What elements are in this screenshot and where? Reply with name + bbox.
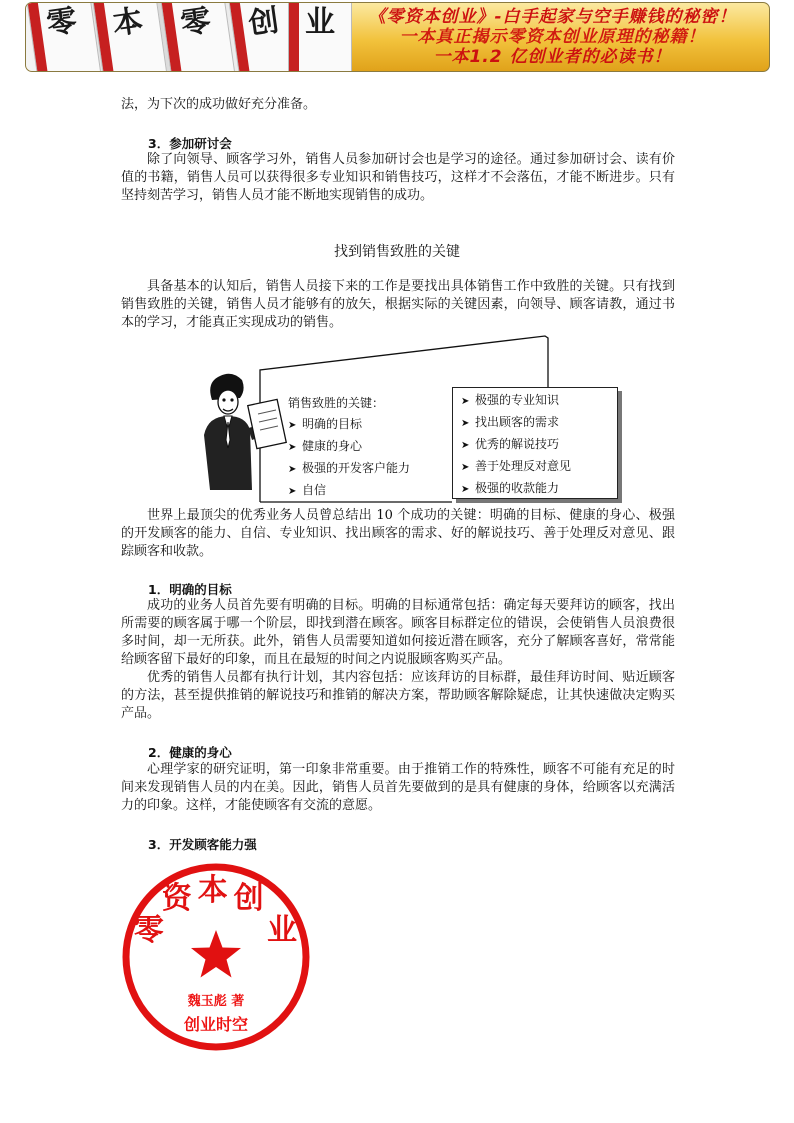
- list-item: ➤ 善于处理反对意见: [461, 456, 617, 478]
- list-item: ➤ 优秀的解说技巧: [461, 434, 617, 456]
- svg-text:零 资 本 创: 零 资 本 创 业: [133, 873, 297, 948]
- heading-seminar: 3．参加研讨会: [148, 136, 232, 151]
- seal-author: 魏玉彪 著: [187, 994, 245, 1009]
- keys-figure: [190, 330, 630, 510]
- arrow-icon: ➤: [461, 462, 470, 473]
- book-cover: 创: [229, 2, 304, 72]
- book-covers-image: [26, 3, 344, 71]
- arrow-icon: ➤: [461, 440, 470, 451]
- arrow-icon: ➤: [461, 484, 470, 495]
- salesman-illustration: [204, 374, 286, 490]
- book-cover: 零: [27, 2, 102, 72]
- author-seal: [118, 862, 314, 1052]
- paragraph-top: 法，为下次的成功做好充分准备。: [121, 97, 317, 112]
- paragraph-health: 心理学家的研究证明，第一印象非常重要。由于推销工作的特殊性，顾客不可能有充足的时间来发现销售人员的内在美。因此，销售人员首先要做到的是具有健康的身体，给顾客以充满活力的印象。这样，才能使顾客有交流的意愿。: [121, 762, 675, 813]
- star-icon: [191, 930, 241, 978]
- arrow-icon: ➤: [288, 420, 297, 431]
- list-item: ➤ 极强的收款能力: [461, 478, 617, 500]
- list-item: ➤ 极强的专业知识: [461, 390, 617, 412]
- banner-line-2: 一本真正揭示零资本创业原理的秘籍！: [399, 27, 706, 47]
- book-cover: 业: [288, 2, 352, 72]
- seal-publisher: 创业时空: [183, 1015, 248, 1034]
- list-item: ➤ 明确的目标: [288, 414, 448, 436]
- paragraph-seminar: 除了向领导、顾客学习外，销售人员参加研讨会也是学习的途径。通过参加研讨会、读有价值的书籍，销售人员可以获得很多专业知识和销售技巧，这样才不会落伍，才能不断进步。只有坚持刻苦学习，销售人员才能不断地实现销售的成功。: [121, 152, 675, 203]
- arrow-icon: ➤: [461, 396, 470, 407]
- right-key-list: [452, 387, 618, 499]
- arrow-icon: ➤: [461, 418, 470, 429]
- header-banner: [25, 2, 770, 72]
- section-title: 找到销售致胜的关键: [334, 244, 460, 260]
- book-cover: 零: [161, 2, 236, 72]
- paragraph-keys: 世界上最顶尖的优秀业务人员曾总结出 10 个成功的关键：明确的目标、健康的身心、极强的开发顾客的能力、自信、专业知识、找出顾客的需求、好的解说技巧、善于处理反对意见、跟踪顾客和收款。: [121, 508, 675, 559]
- heading-develop: 3．开发顾客能力强: [148, 837, 257, 852]
- list-item: ➤ 极强的开发客户能力: [288, 458, 448, 480]
- left-list-title: 销售致胜的关键：: [288, 396, 385, 410]
- banner-slogan: [344, 7, 761, 67]
- list-item: ➤ 健康的身心: [288, 436, 448, 458]
- paragraph-goal-1: 成功的业务人员首先要有明确的目标。明确的目标通常包括：确定每天要拜访的顾客，找出所需要的顾客属于哪一个阶层，即找到潜在顾客。顾客目标群定位的错误，会使销售人员浪费很多时间，却一无所获。此外，销售人员需要知道如何接近潜在顾客，充分了解顾客喜好，常常能给顾客留下最好的印象，而且在最短的时间之内说服顾客购买产品。: [121, 598, 675, 667]
- arrow-icon: ➤: [288, 464, 297, 475]
- heading-health: 2．健康的身心: [148, 745, 232, 760]
- list-item: ➤ 找出顾客的需求: [461, 412, 617, 434]
- arrow-icon: ➤: [288, 486, 297, 497]
- banner-line-1: 《零资本创业》-白手起家与空手赚钱的秘密！: [368, 7, 737, 27]
- paragraph-goal-2: 优秀的销售人员都有执行计划，其内容包括：应该拜访的目标群，最佳拜访时间、贴近顾客的方法，甚至提供推销的解说技巧和推销的解决方案，帮助顾客解除疑虑，让其快速做决定购买产品。: [121, 670, 675, 721]
- arrow-icon: ➤: [288, 442, 297, 453]
- heading-goal: 1．明确的目标: [148, 582, 232, 597]
- book-cover: 本: [93, 2, 168, 72]
- left-key-list: [288, 393, 448, 502]
- banner-line-3: 一本1.2 亿创业者的必读书！: [433, 47, 672, 67]
- list-item: ➤ 自信: [288, 480, 448, 502]
- paragraph-intro: 具备基本的认知后，销售人员接下来的工作是要找出具体销售工作中致胜的关键。只有找到销售致胜的关键，销售人员才能够有的放矢，根据实际的关键因素，向领导、顾客请教，通过书本的学习，才能真正实现成功的销售。: [121, 279, 675, 330]
